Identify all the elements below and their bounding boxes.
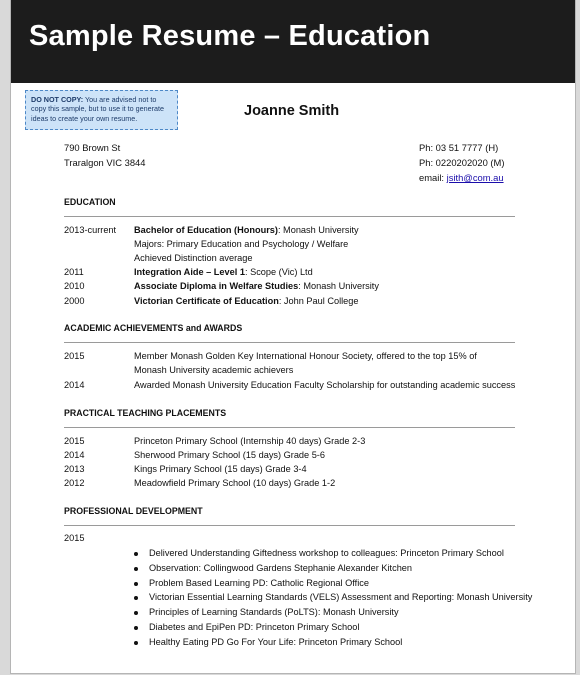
achievement-text: Awarded Monash University Education Faculty Scholarship for outstanding academic success bbox=[134, 380, 516, 390]
contact-block bbox=[419, 140, 504, 185]
section-divider bbox=[64, 525, 515, 526]
address-line-2: Traralgon VIC 3844 bbox=[64, 157, 146, 168]
development-year: 2015 bbox=[64, 533, 85, 543]
list-item-text: Problem Based Learning PD: Catholic Regional Office bbox=[149, 577, 369, 588]
section-heading-achievements: ACADEMIC ACHIEVEMENTS and AWARDS bbox=[64, 323, 243, 333]
bullet-icon bbox=[134, 552, 138, 556]
placement-year: 2015 bbox=[64, 436, 85, 446]
bullet-icon bbox=[134, 611, 138, 615]
email-line bbox=[419, 170, 504, 185]
education-detail: : Monash University bbox=[298, 281, 379, 291]
list-item-text: Delivered Understanding Giftedness workshop to colleagues: Princeton Primary School bbox=[149, 548, 504, 558]
education-detail: Achieved Distinction average bbox=[134, 253, 253, 263]
list-item-text: Diabetes and EpiPen PD: Princeton Primary School bbox=[149, 622, 360, 632]
placement-text: Sherwood Primary School (15 days) Grade 5-6 bbox=[134, 450, 325, 460]
phone-mobile: Ph: 0220202020 (M) bbox=[419, 157, 505, 168]
notice-text: You are advised not to copy this sample, but to use it to generate ideas to create your own resume. bbox=[31, 95, 165, 123]
education-qualification: Bachelor of Education (Honours) bbox=[134, 225, 278, 235]
list-item-text: Principles of Learning Standards (PoLTS): Monash University bbox=[149, 607, 399, 618]
placement-year: 2013 bbox=[64, 464, 85, 474]
resume-page bbox=[10, 0, 576, 674]
bullet-icon bbox=[134, 641, 138, 645]
address-line-1: 790 Brown St bbox=[64, 142, 121, 153]
education-detail: : Monash University bbox=[277, 225, 359, 235]
section-heading-education: EDUCATION bbox=[64, 197, 116, 207]
bullet-icon bbox=[134, 626, 138, 630]
education-entry bbox=[134, 296, 359, 306]
placement-year: 2014 bbox=[64, 450, 85, 460]
bullet-icon bbox=[134, 582, 138, 586]
bullet-icon bbox=[134, 596, 138, 600]
section-divider bbox=[64, 216, 515, 217]
list-item-text: Observation: Collingwood Gardens Stephanie Alexander Kitchen bbox=[149, 562, 413, 573]
section-heading-development: PROFESSIONAL DEVELOPMENT bbox=[64, 506, 203, 516]
list-item-text: Victorian Essential Learning Standards (VELS) Assessment and Reporting: Monash University bbox=[149, 592, 533, 603]
address-block bbox=[64, 140, 145, 170]
achievement-text: Member Monash Golden Key International Honour Society, offered to the top 15% of bbox=[134, 351, 477, 361]
placement-text: Princeton Primary School (Internship 40 days) Grade 2-3 bbox=[134, 436, 366, 446]
section-heading-placements: PRACTICAL TEACHING PLACEMENTS bbox=[64, 408, 227, 418]
education-detail: Majors: Primary Education and Psychology / Welfare bbox=[134, 239, 349, 249]
title-banner bbox=[11, 0, 575, 83]
education-qualification: Integration Aide – Level 1 bbox=[134, 267, 245, 277]
education-entry bbox=[134, 253, 252, 263]
education-entry bbox=[134, 281, 379, 291]
education-qualification: Victorian Certificate of Education bbox=[134, 296, 279, 306]
placement-year: 2012 bbox=[64, 478, 85, 488]
placement-text: Meadowfield Primary School (10 days) Grade 1-2 bbox=[134, 478, 336, 488]
placement-text: Kings Primary School (15 days) Grade 3-4 bbox=[134, 464, 307, 474]
section-divider bbox=[64, 427, 515, 428]
notice-lead: DO NOT COPY: bbox=[31, 95, 84, 104]
email-link[interactable]: jsith@com.au bbox=[446, 172, 504, 183]
section-divider bbox=[64, 342, 515, 343]
education-entry bbox=[134, 225, 359, 235]
list-item-text: Healthy Eating PD Go For Your Life: Princeton Primary School bbox=[149, 636, 403, 647]
achievement-year: 2015 bbox=[64, 351, 85, 361]
phone-home: Ph: 03 51 7777 (H) bbox=[419, 142, 499, 153]
education-year: 2000 bbox=[64, 296, 85, 306]
education-entry bbox=[134, 239, 348, 249]
education-detail: : Scope (Vic) Ltd bbox=[244, 267, 313, 277]
candidate-name: Joanne Smith bbox=[244, 103, 340, 119]
education-detail: : John Paul College bbox=[278, 296, 359, 306]
achievement-year: 2014 bbox=[64, 380, 85, 390]
bullet-icon bbox=[134, 567, 138, 571]
education-entry bbox=[134, 267, 313, 277]
education-qualification: Associate Diploma in Welfare Studies bbox=[134, 281, 299, 291]
copy-notice-box bbox=[25, 90, 178, 130]
education-year: 2010 bbox=[64, 281, 85, 291]
email-label: email: bbox=[419, 172, 447, 183]
achievement-text: Monash University academic achievers bbox=[134, 365, 294, 375]
education-year: 2013-current bbox=[64, 225, 117, 235]
document-title: Sample Resume – Education bbox=[29, 20, 431, 52]
education-year: 2011 bbox=[64, 267, 84, 277]
